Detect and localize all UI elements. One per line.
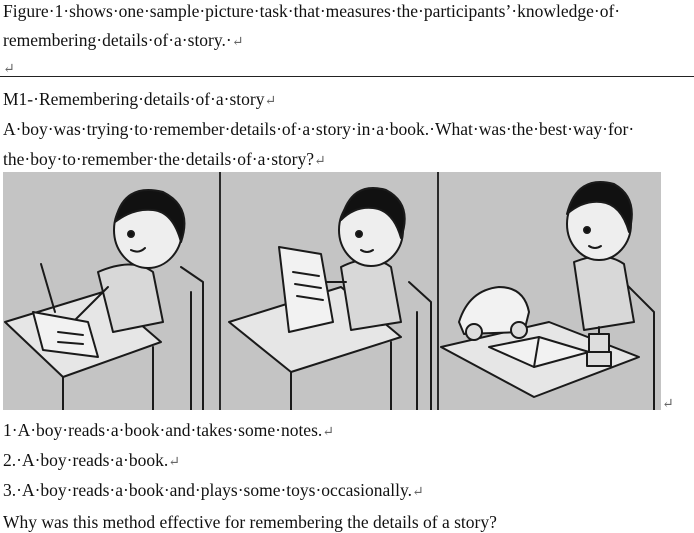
horizontal-rule (0, 76, 694, 77)
boy-reading-illustration (221, 172, 437, 410)
paragraph-mark: ↵ (412, 485, 424, 500)
paragraph-mark: ↵ (313, 154, 326, 169)
question-line-2 (3, 148, 326, 173)
question-line-1 (3, 118, 634, 140)
intro-line-2 (3, 29, 243, 54)
followup-text: Why was this method effective for remembering the details of a story? (3, 512, 497, 532)
intro-text-2: remembering·details·of·a·story.· (3, 30, 232, 50)
boy-writing-illustration (3, 172, 219, 410)
option-1-text: 1·A·boy·reads·a·book·and·takes·some·notes. (3, 420, 323, 440)
paragraph-mark: ↵ (3, 62, 15, 77)
boy-with-toys-illustration (439, 172, 661, 410)
option-2 (3, 449, 180, 474)
option-1 (3, 419, 334, 444)
paragraph-mark: ↵ (231, 35, 244, 50)
figure-panel-notes (3, 172, 221, 410)
question-text-1: A·boy·was·trying·to·remember·details·of·a·story·in·a·book.·What·was·the·best·way·for· (3, 119, 635, 139)
option-2-text: 2.·A·boy·reads·a·book. (3, 450, 169, 470)
paragraph-mark: ↵ (264, 94, 277, 109)
empty-paragraph (3, 56, 15, 81)
figure-panel-reading (221, 172, 439, 410)
paragraph-mark: ↵ (168, 455, 180, 470)
intro-line-1 (3, 0, 620, 22)
paragraph-mark: ↵ (662, 397, 674, 412)
story-figure (3, 172, 661, 410)
option-3-text: 3.·A·boy·reads·a·book·and·plays·some·toys·occasionally. (3, 480, 413, 500)
paragraph-mark: ↵ (322, 425, 334, 440)
option-3 (3, 479, 424, 504)
figure-panel-toys (439, 172, 661, 410)
intro-text-1: Figure·1·shows·one·sample·picture·task·that·measures·the·participants’·knowledge·of· (3, 1, 621, 21)
question-text-2: the·boy·to·remember·the·details·of·a·story? (3, 149, 314, 169)
followup-question (3, 511, 497, 533)
section-title (3, 88, 276, 113)
section-title-text: M1-·Remembering·details·of·a·story (3, 89, 265, 109)
